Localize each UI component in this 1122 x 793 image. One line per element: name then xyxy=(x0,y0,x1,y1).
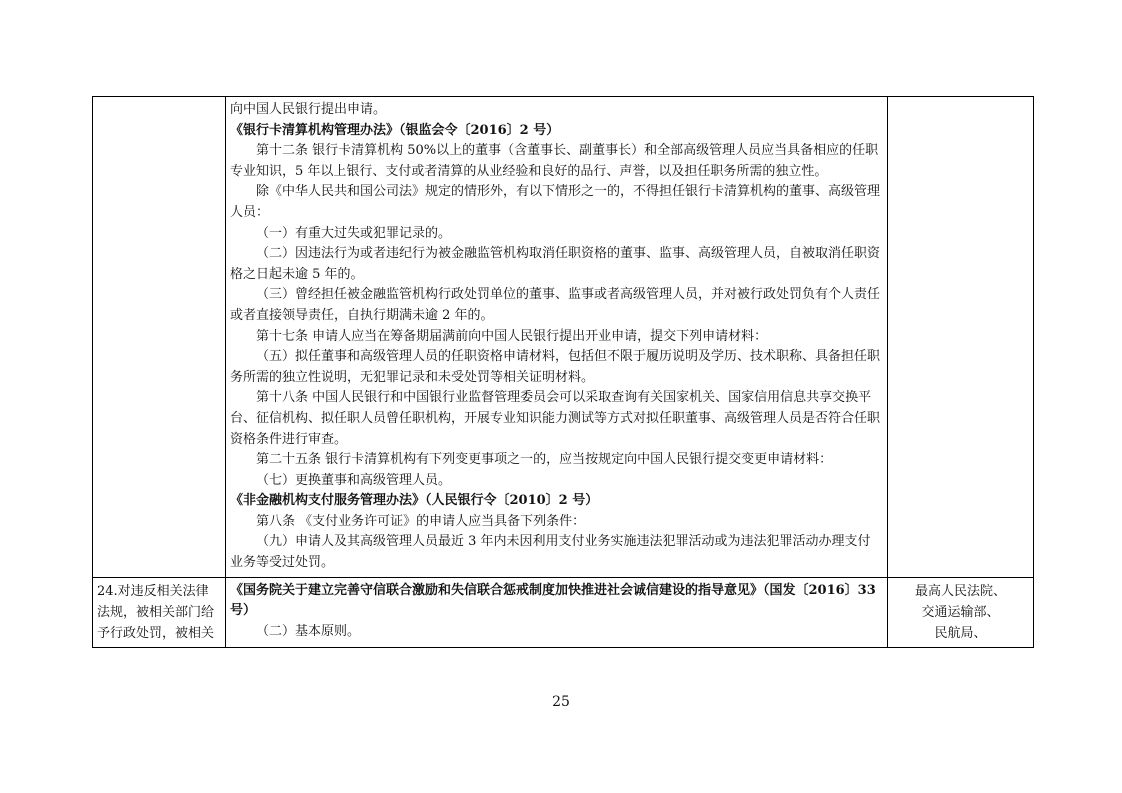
article-paragraph: 第十七条 申请人应当在筹备期届满前向中国人民银行提出开业申请，提交下列申请材料： xyxy=(256,328,768,344)
table-row xyxy=(93,577,1034,647)
page-number: 25 xyxy=(552,694,570,710)
department-name: 最高人民法院、 xyxy=(914,583,1006,599)
item-cell xyxy=(93,577,226,647)
regulation-table xyxy=(92,96,1034,648)
clause-paragraph: （七）更换董事和高级管理人员。 xyxy=(256,472,452,488)
clause-paragraph: （一）有重大过失或犯罪记录的。 xyxy=(256,225,452,241)
article-paragraph: 第十二条 银行卡清算机构 50%以上的董事（含董事长、副董事长）和全部高级管理人员应当具备相应的任职专业知识，5 年以上银行、支付或者清算的从业经验和良好的品行、声誉，以及担任职务所需的独立性。 xyxy=(230,143,879,179)
article-paragraph: 第二十五条 银行卡清算机构有下列变更事项之一的，应当按规定向中国人民银行提交变更申请材料： xyxy=(256,452,833,468)
department-name: 交通运输部、 xyxy=(921,604,1000,620)
clause-paragraph: （三）曾经担任被金融监管机构行政处罚单位的董事、监事或者高级管理人员，并对被行政处罚负有个人责任或者直接领导责任，自执行期满未逾 2 年的。 xyxy=(230,287,881,323)
item-text: 24.对违反相关法律法规，被相关部门给予行政处罚，被相关 xyxy=(97,583,215,641)
regulation-title: 《银行卡清算机构管理办法》（银监会令〔2016〕2 号） xyxy=(230,122,560,138)
article-paragraph: 除《中华人民共和国公司法》规定的情形外，有以下情形之一的，不得担任银行卡清算机构的董事、高级管理人员： xyxy=(230,184,881,220)
department-cell xyxy=(888,97,1034,578)
item-cell xyxy=(93,97,226,578)
clause-paragraph: （五）拟任董事和高级管理人员的任职资格申请材料，包括但不限于履历说明及学历、技术职称、具备担任职务所需的独立性说明，无犯罪记录和未受处罚等相关证明材料。 xyxy=(230,349,881,385)
clause-paragraph: （二）基本原则。 xyxy=(256,623,361,639)
clause-paragraph: （九）申请人及其高级管理人员最近 3 年内未因利用支付业务实施违法犯罪活动或为违法犯罪活动办理支付业务等受过处罚。 xyxy=(230,534,871,571)
table-row xyxy=(93,97,1034,578)
clause-paragraph: （二）因违法行为或者违纪行为被金融监管机构取消任职资格的董事、监事、高级管理人员，自被取消任职资格之日起未逾 5 年的。 xyxy=(230,246,881,282)
paragraph: 向中国人民银行提出申请。 xyxy=(230,102,387,117)
basis-cell xyxy=(226,97,888,578)
department-name: 民航局、 xyxy=(934,625,987,641)
article-paragraph: 第八条 《支付业务许可证》的申请人应当具备下列条件： xyxy=(256,513,586,529)
regulation-title: 《国务院关于建立完善守信联合激励和失信联合惩戒制度加快推进社会诚信建设的指导意见》（国发〔2016〕33 号） xyxy=(230,582,876,619)
basis-cell xyxy=(226,577,888,647)
regulation-title: 《非金融机构支付服务管理办法》（人民银行令〔2010〕2 号） xyxy=(230,493,599,509)
article-paragraph: 第十八条 中国人民银行和中国银行业监督管理委员会可以采取查询有关国家机关、国家信用信息共享交换平台、征信机构、拟任职人员曾任职机构，开展专业知识能力测试等方式对拟任职董事、高级管理人员是否符合任职资格条件进行审查。 xyxy=(230,390,881,447)
department-cell xyxy=(888,577,1034,647)
